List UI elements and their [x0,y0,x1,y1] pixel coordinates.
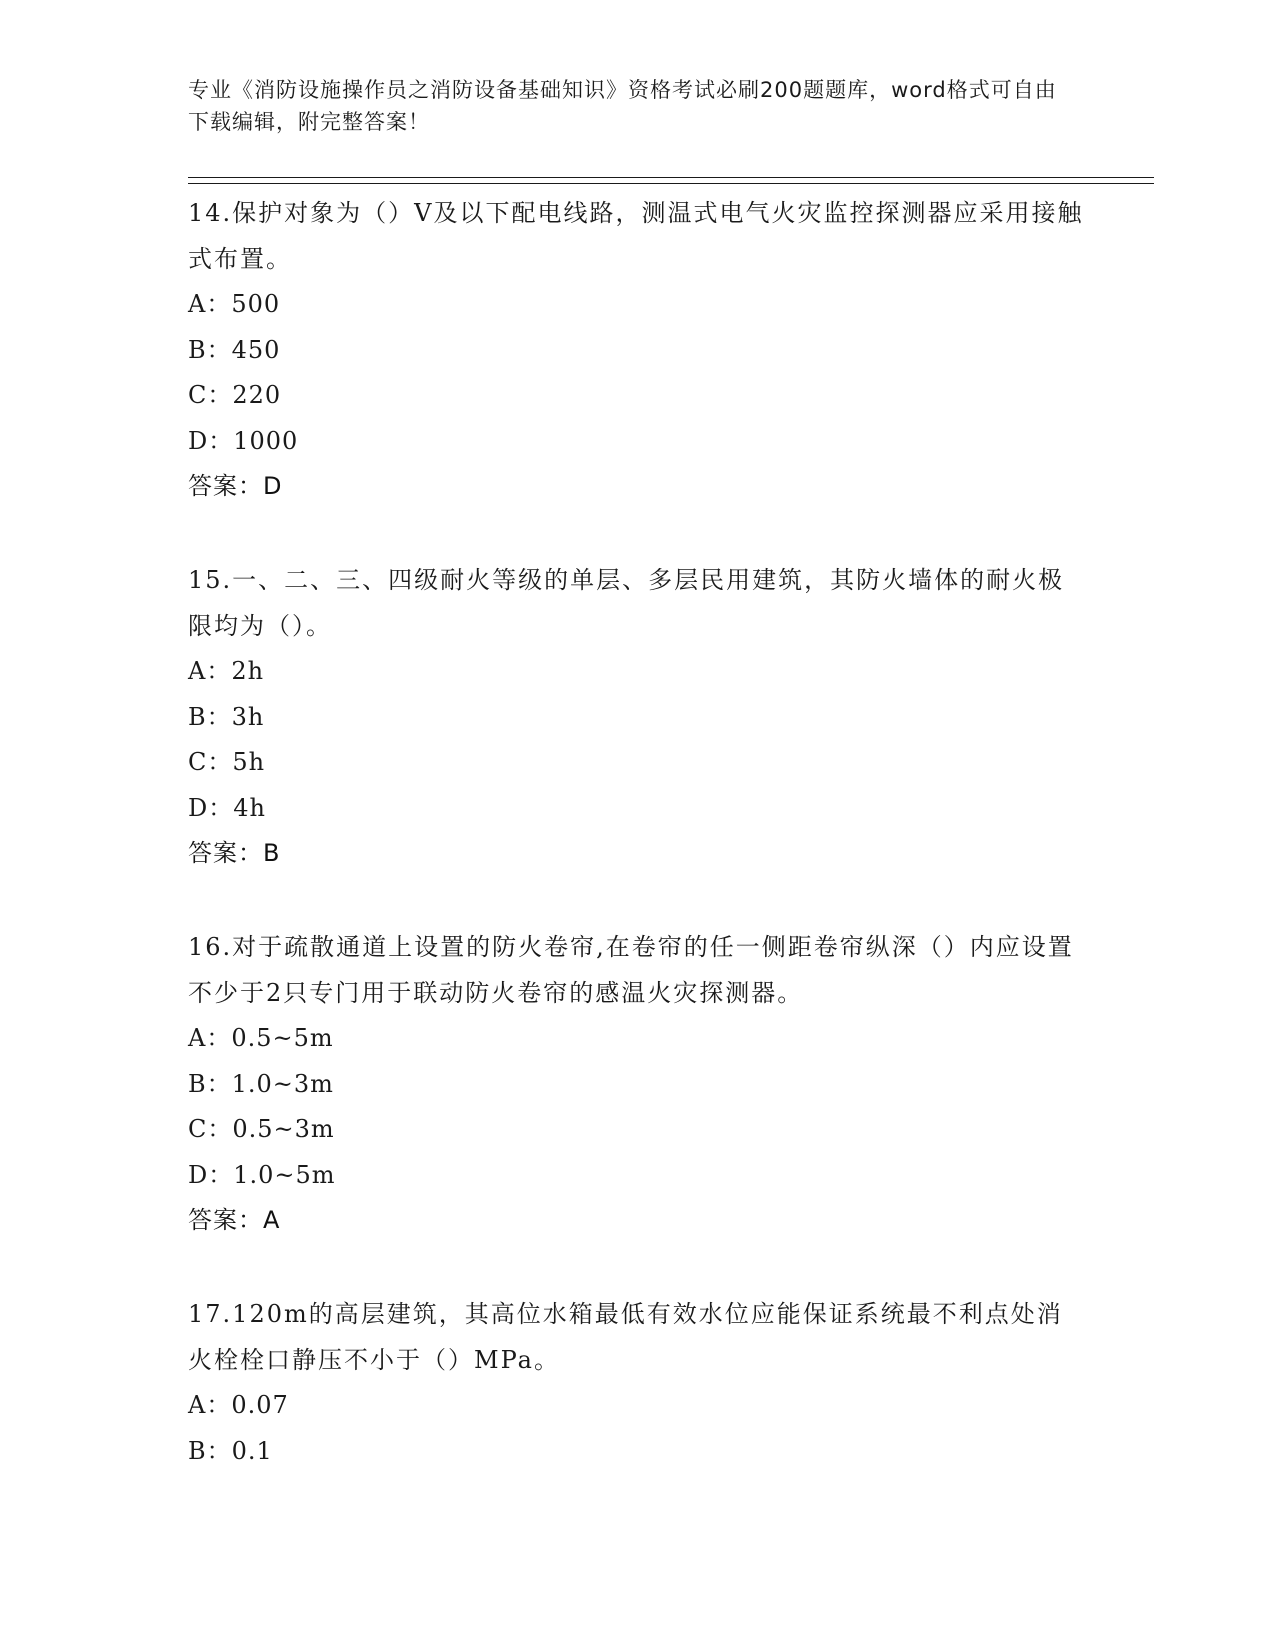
option-b: B：0.1 [188,1436,273,1465]
answer-line: 答案：D [188,472,283,500]
document-header: 专业《消防设施操作员之消防设备基础知识》资格考试必刷200题题库，word格式可自由下载编辑，附完整答案！ [188,78,1057,134]
spacer [188,509,1088,557]
question-text: 15.一、二、三、四级耐火等级的单层、多层民用建筑，其防火墙体的耐火极限均为（）。 [188,566,1065,640]
option-b: B：1.0~3m [188,1069,334,1098]
option-c: C：220 [188,381,282,409]
question-text: 16.对于疏散通道上设置的防火卷帘,在卷帘的任一侧距卷帘纵深（）内应设置不少于2只专门用于联动防火卷帘的感温火灾探测器。 [188,933,1074,1007]
header-divider-top [188,177,1154,178]
question-text: 14.保护对象为（）V及以下配电线路，测温式电气火灾监控探测器应采用接触式布置。 [188,199,1084,273]
option-a: A：500 [188,290,281,318]
option-a: A：0.07 [188,1391,289,1419]
question-16 [188,924,1088,1243]
answer-line: 答案：A [188,1206,281,1234]
option-a: A：0.5~5m [188,1024,334,1052]
option-d: D：1.0~5m [188,1160,336,1189]
header-divider-bottom [188,183,1154,184]
question-17 [188,1291,1088,1474]
question-15 [188,557,1088,876]
option-d: D：4h [188,793,266,822]
answer-line: 答案：B [188,839,281,867]
option-c: C：5h [188,748,266,776]
spacer [188,876,1088,924]
option-b: B：450 [188,335,281,364]
question-text: 17.120m的高层建筑，其高位水箱最低有效水位应能保证系统最不利点处消火栓栓口静压不小于（）MPa。 [188,1300,1063,1374]
question-14 [188,190,1088,509]
option-c: C：0.5~3m [188,1115,335,1143]
option-d: D：1000 [188,426,299,455]
option-b: B：3h [188,702,265,731]
option-a: A：2h [188,657,265,685]
spacer [188,1243,1088,1291]
question-list [188,190,1088,1474]
